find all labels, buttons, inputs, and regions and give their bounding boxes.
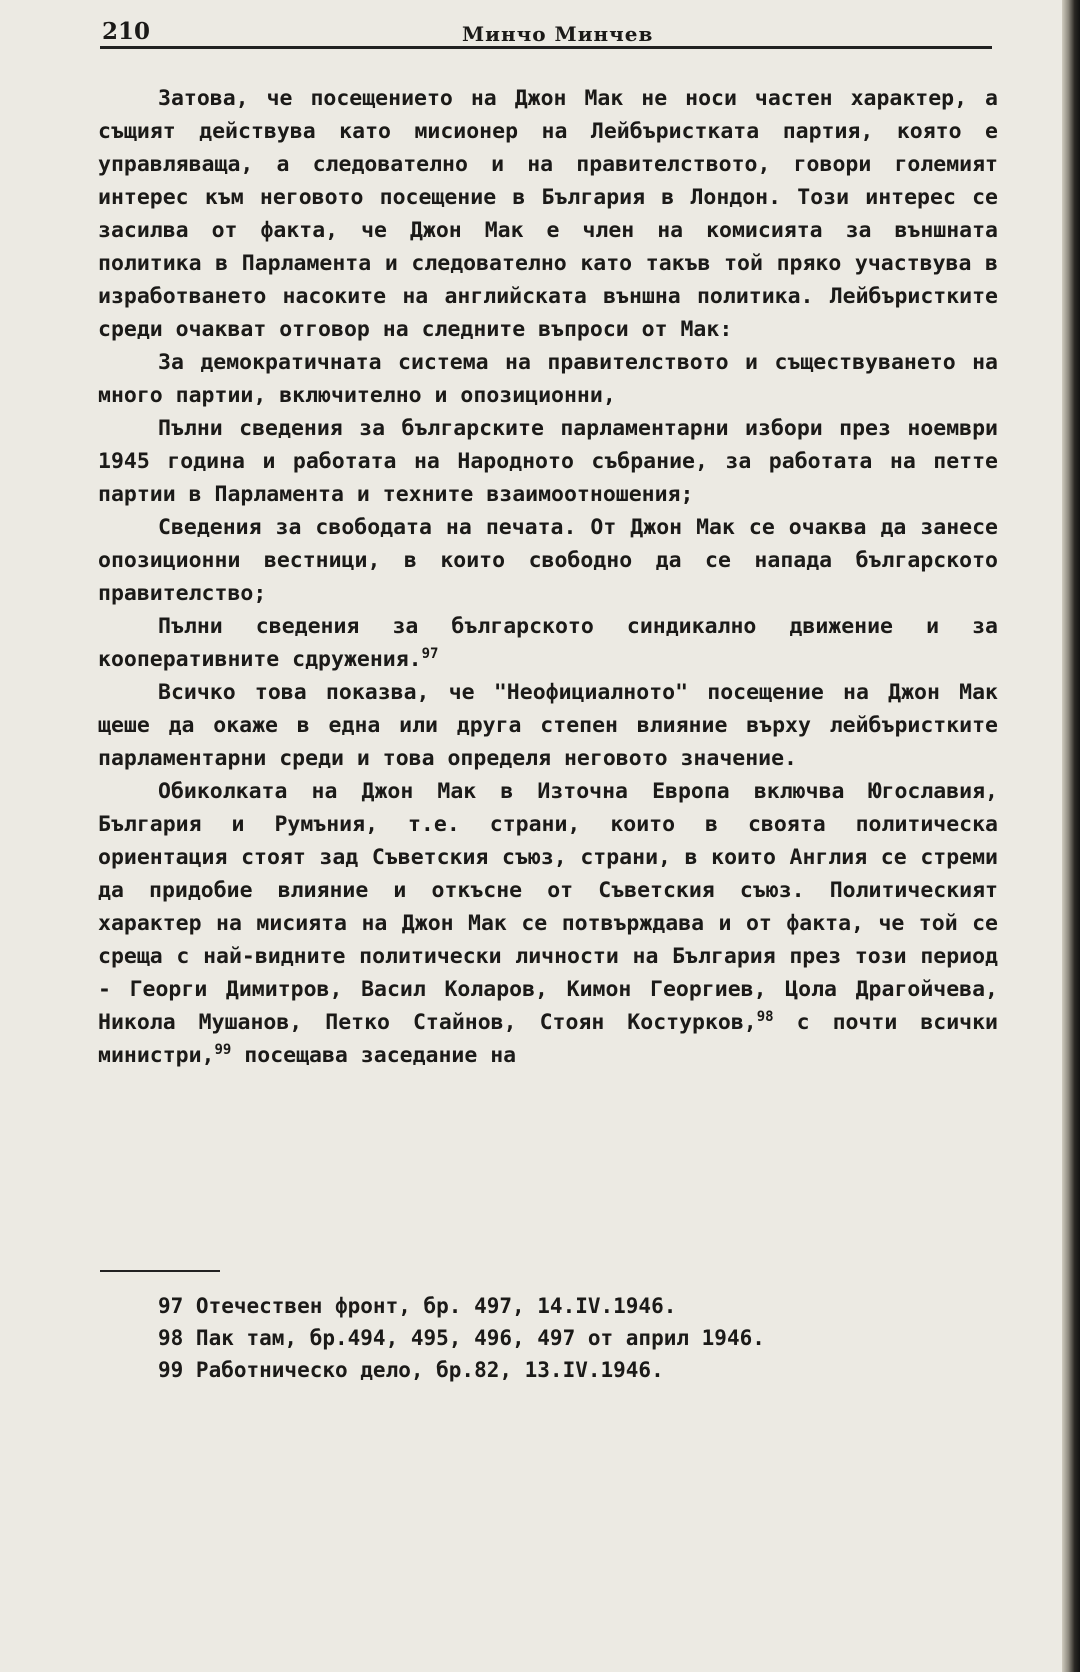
footnote: 98 Пак там, бр.494, 495, 496, 497 от април 1946.: [158, 1326, 765, 1350]
paragraph: За демократичната система на правителството и съществуването на много партии, включително и опозиционни,: [98, 350, 998, 408]
footnote-rule: [100, 1270, 220, 1272]
header-rule: [100, 46, 992, 49]
footnote-ref: 99: [214, 1042, 232, 1058]
paragraph: Всичко това показва, че "Неофициалното" посещение на Джон Мак щеше да окаже в една или друга степен влияние върху лейбъристките парламентарни среди и това определя неговото значение.: [98, 680, 998, 771]
running-head: Минчо Минчев: [462, 22, 654, 46]
page-number: 210: [102, 18, 151, 45]
paragraph: Сведения за свободата на печата. От Джон Мак се очаква да занесе опозиционни вестници, в които свободно да се напада българското правителство;: [98, 515, 998, 606]
body-text: [98, 82, 998, 1072]
page-header: [102, 18, 992, 48]
paragraph: [98, 610, 998, 676]
paragraph-text: посещава заседание на: [231, 1043, 517, 1068]
paragraph: [98, 775, 998, 1072]
paragraph-text: с почти всички министри,: [98, 1010, 998, 1068]
footnote-ref: 97: [421, 646, 439, 662]
book-spine-shadow: [1062, 0, 1080, 1672]
paragraph: Пълни сведения за българските парламентарни избори през ноември 1945 година и работата на Народното събрание, за работата на петте партии в Парламента и техните взаимоотношения;: [98, 416, 998, 507]
footnotes: [158, 1290, 978, 1386]
footnote: 99 Работническо дело, бр.82, 13.IV.1946.: [158, 1358, 664, 1382]
paragraph: Затова, че посещението на Джон Мак не носи частен характер, а същият действува като мисионер на Лейбъристката партия, която е управляваща, а следователно и на правителството, говори големият интерес към неговото посещение в България в Лондон. Този интерес се засилва от факта, че Джон Мак е член на комисията за външната политика в Парламента и следователно като такъв той пряко участвува в изработването насоките на английската външна политика. Лейбъристките среди очакват отговор на следните въпроси от Мак:: [98, 86, 998, 342]
footnote: 97 Отечествен фронт, бр. 497, 14.IV.1946.: [158, 1294, 677, 1318]
paragraph-text: Пълни сведения за българското синдикално движение и за кооперативните сдружения.: [98, 614, 998, 672]
footnote-ref: 98: [756, 1009, 774, 1025]
paragraph-text: Обиколката на Джон Мак в Източна Европа включва Югославия, България и Румъния, т.е. страни, които в своята политическа ориентация стоят зад Съветския съюз, страни, в които Англия се стреми да придобие влияние и откъсне от Съветския съюз. Политическият характер на мисията на Джон Мак се потвърждава и от факта, че той се среща с най-видните политически личности на България през този период - Георги Димитров, Васил Коларов, Кимон Георгиев, Цола Драгойчева, Никола Мушанов, Петко Стайнов, Стоян Костурков,: [98, 779, 998, 1035]
